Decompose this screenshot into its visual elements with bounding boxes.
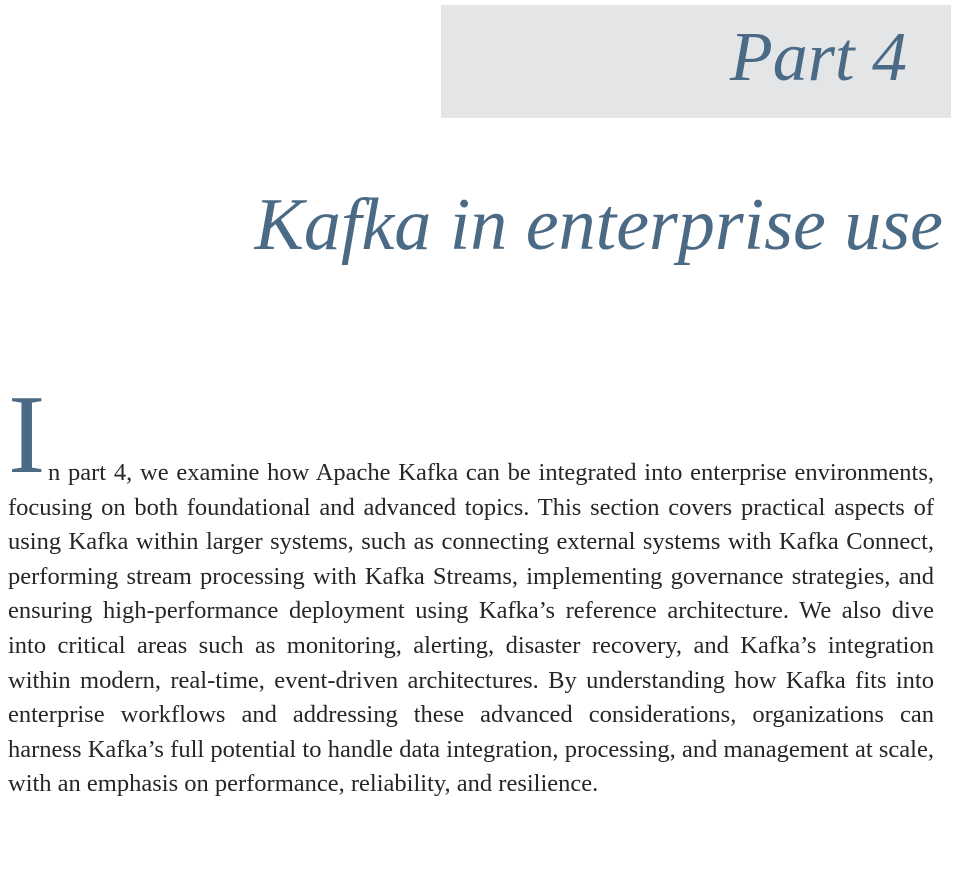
intro-paragraph [8, 373, 934, 802]
intro-text: n part 4, we examine how Apache Kafka can be integrated into enterprise environments, focusing on both foundational and advanced topics. This section covers practical aspects of using Kafka within larger systems, such as connecting external systems with Kafka Connect, performing stream processing with Kafka Streams, implementing governance strategies, and ensuring high-performance deployment using Kafka’s reference architecture. We also dive into critical areas such as monitoring, alerting, disaster recovery, and Kafka’s integration within modern, real-time, event-driven architectures. By understanding how Kafka fits into enterprise workflows and addressing these advanced considerations, organizations can harness Kafka’s full potential to handle data integration, processing, and management at scale, with an emphasis on performance, reliability, and resilience. [8, 459, 934, 798]
drop-cap: I [8, 373, 46, 497]
part-label: Part 4 [730, 19, 907, 96]
part-header-box [441, 5, 951, 118]
part-title: Kafka in enterprise use [254, 184, 943, 266]
drop-cap-spacer [8, 389, 934, 456]
